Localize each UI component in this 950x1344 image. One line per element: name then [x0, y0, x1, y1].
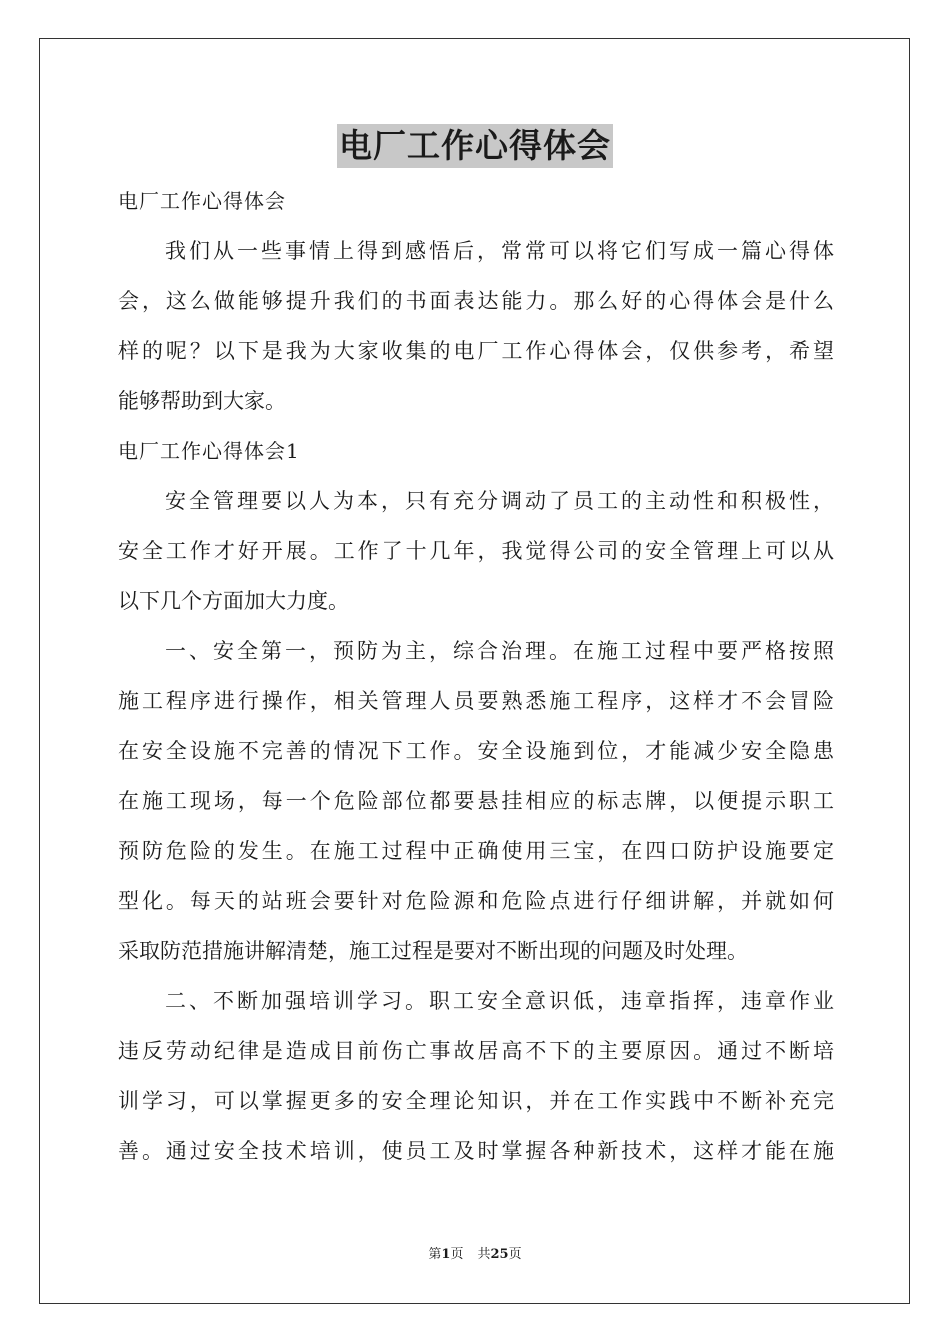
total-suffix: 页	[508, 1247, 522, 1262]
text-line: 以下几个方面加大力度。	[118, 589, 349, 613]
total-pages: 25	[490, 1247, 509, 1262]
text-line: 在施工现场，每一个危险部位都要悬挂相应的标志牌，以便提示职工	[118, 789, 834, 813]
total-prefix: 共	[477, 1247, 491, 1262]
text-line: 违反劳动纪律是造成目前伤亡事故居高不下的主要原因。通过不断培	[118, 1039, 834, 1063]
title-container	[0, 124, 950, 168]
text-line: 采取防范措施讲解清楚，施工过程是要对不断出现的问题及时处理。	[118, 939, 748, 963]
paragraph-2	[118, 626, 834, 976]
text-line: 二、不断加强培训学习。职工安全意识低，违章指挥，违章作业	[165, 989, 834, 1013]
text-line: 施工程序进行操作，相关管理人员要熟悉施工程序，这样才不会冒险	[118, 689, 834, 713]
text-line: 我们从一些事情上得到感悟后，常常可以将它们写成一篇心得体	[165, 239, 834, 263]
page-number: 1	[441, 1247, 451, 1262]
text-line: 一、安全第一，预防为主，综合治理。在施工过程中要严格按照	[165, 639, 834, 663]
text-line: 样的呢？以下是我为大家收集的电厂工作心得体会，仅供参考，希望	[118, 339, 834, 363]
text-line: 会，这么做能够提升我们的书面表达能力。那么好的心得体会是什么	[118, 289, 834, 313]
text-line: 在安全设施不完善的情况下工作。安全设施到位，才能减少安全隐患	[118, 739, 834, 763]
document-title: 电厂工作心得体会	[337, 124, 613, 168]
text-line: 型化。每天的站班会要针对危险源和危险点进行仔细讲解，并就如何	[118, 889, 834, 913]
section-heading: 电厂工作心得体会1	[118, 439, 300, 463]
document-body	[118, 176, 834, 1176]
text-line: 安全管理要以人为本，只有充分调动了员工的主动性和积极性，	[165, 489, 834, 513]
text-line: 善。通过安全技术培训，使员工及时掌握各种新技术，这样才能在施	[118, 1139, 834, 1163]
paragraph-3	[118, 976, 834, 1176]
subtitle: 电厂工作心得体会	[118, 189, 286, 213]
text-line: 预防危险的发生。在施工过程中正确使用三宝，在四口防护设施要定	[118, 839, 834, 863]
text-line: 训学习，可以掌握更多的安全理论知识，并在工作实践中不断补充完	[118, 1089, 834, 1113]
intro-paragraph	[118, 226, 834, 426]
paragraph-1	[118, 476, 834, 626]
page-prefix: 第	[428, 1247, 442, 1262]
text-line: 能够帮助到大家。	[118, 389, 286, 413]
page-suffix: 页	[450, 1247, 464, 1262]
text-line: 安全工作才好开展。工作了十几年，我觉得公司的安全管理上可以从	[118, 539, 834, 563]
page-footer	[0, 1246, 950, 1264]
